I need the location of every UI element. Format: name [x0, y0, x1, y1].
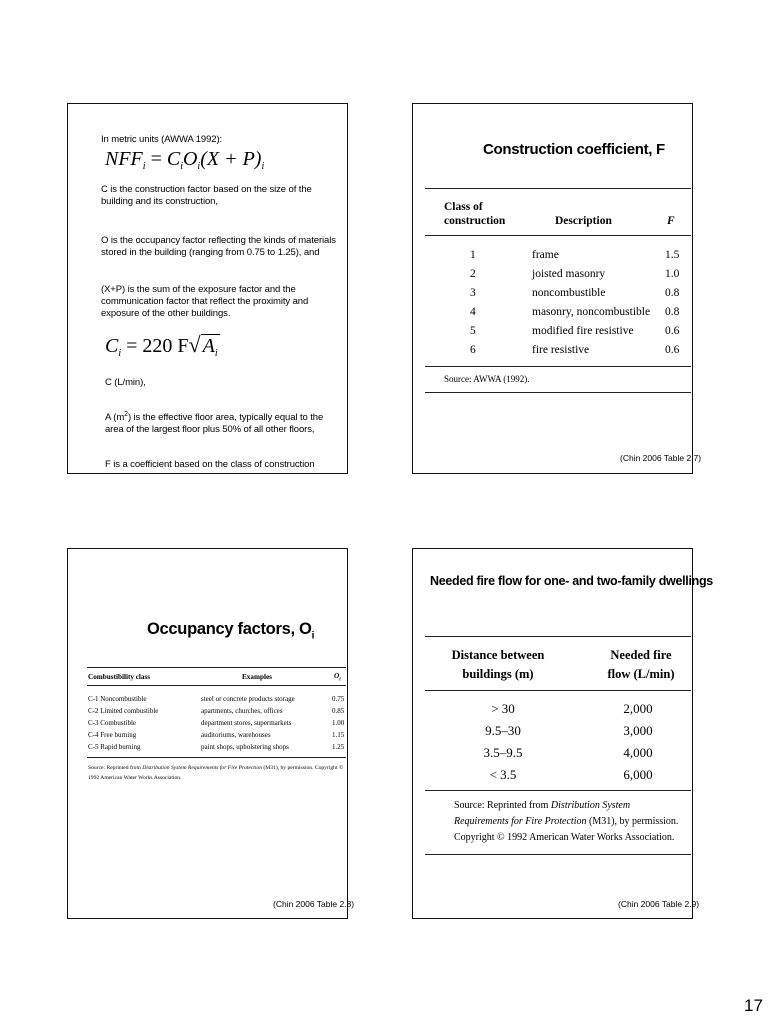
header-rule: [425, 690, 691, 691]
table-top-rule: [87, 667, 346, 668]
header-rule: [425, 235, 691, 236]
table-cell-class: C-5 Rapid burning: [88, 743, 141, 751]
table-cell-distance: < 3.5: [489, 767, 517, 782]
table-top-rule: [425, 636, 691, 637]
header-flow: Needed fire flow (L/min): [607, 648, 675, 681]
header-rule: [87, 685, 346, 686]
table-cell-description: noncombustible: [532, 287, 606, 299]
table-cell-f: 0.6: [665, 325, 680, 337]
ci-equation: $C_i = 220$ F√ $A_i$: [105, 332, 218, 359]
source-rule: [425, 392, 691, 393]
table-cell-flow: 2,000: [623, 701, 653, 716]
slide-fire-flow-formula: [67, 103, 348, 474]
table-cell-o: 0.75: [332, 695, 345, 703]
table-bottom-rule: [87, 757, 346, 758]
slide-title: Occupancy factors, $O_i$: [147, 620, 315, 642]
table-cell-description: joisted masonry: [532, 268, 606, 280]
slide-title: Construction coefficient, F: [483, 141, 665, 158]
header-class: Combustibility class: [88, 673, 151, 681]
slide-caption: (Chin 2006 Table 2.8): [273, 899, 355, 909]
table-bottom-rule: [425, 790, 691, 791]
table-source: Source: Reprinted from Distribution System Requirements for Fire Protection (M31), by permission. Copyright © 1992 American Water Works Association.: [454, 800, 679, 843]
slide-construction-coefficient: [412, 103, 702, 474]
page-number: 17: [744, 996, 763, 1015]
table-cell-distance: 3.5–9.5: [483, 745, 523, 760]
table-cell-o: 0.85: [332, 707, 345, 715]
table-cell-class: 6: [470, 344, 476, 356]
exposure-factor-text: (X+P) is the sum of the exposure factor and the communication factor that reflect the proximity and exposure of the other buildings.: [101, 284, 309, 319]
table-cell-class: 2: [470, 268, 476, 280]
table-cell-f: 1.0: [665, 268, 680, 280]
table-cell-class: 1: [470, 249, 476, 261]
table-cell-flow: 4,000: [623, 745, 653, 760]
occupancy-factor-text: O is the occupancy factor reflecting the kinds of materials stored in the building (ranging from 0.75 to 1.25), and: [101, 235, 336, 258]
table-cell-f: 0.8: [665, 287, 680, 299]
slide-caption: (Chin 2006 Table 2.7): [620, 453, 702, 463]
sqrt-radicand: $A_i$: [202, 335, 218, 359]
table-top-rule: [425, 188, 691, 189]
table-cell-distance: > 30: [491, 701, 515, 716]
table-cell-examples: department stores, supermarkets: [201, 719, 292, 727]
unit-text: C (L/min),: [105, 377, 146, 388]
table-cell-f: 1.5: [665, 249, 680, 261]
table-cell-o: 1.00: [332, 719, 345, 727]
slide-needed-fire-flow: [412, 548, 713, 919]
table-bottom-rule: [425, 366, 691, 367]
header-f: F: [667, 215, 675, 227]
sqrt-sign: √: [188, 332, 201, 357]
table-cell-class: 5: [470, 325, 476, 337]
table-cell-o: 1.15: [332, 731, 345, 739]
table-cell-class: C-4 Free burning: [88, 731, 137, 739]
header-description: Description: [555, 215, 612, 227]
table-cell-description: frame: [532, 249, 559, 261]
table-cell-distance: 9.5–30: [485, 723, 521, 738]
slide-caption: (Chin 2006 Table 2.9): [618, 899, 700, 909]
construction-factor-text: C is the construction factor based on the size of the building and its construction,: [101, 184, 312, 207]
area-text: A $(m^2)$ is the effective floor area, typically equal to the area of the largest floor plus 50% of all other floors,: [105, 411, 324, 436]
table-cell-examples: steel or concrete products storage: [201, 695, 295, 703]
table-cell-flow: 3,000: [623, 723, 653, 738]
table-cell-description: masonry, noncombustible: [532, 306, 651, 318]
table-cell-o: 1.25: [332, 743, 345, 751]
table-cell-description: modified fire resistive: [532, 325, 634, 337]
table-cell-examples: apartments, churches, offices: [201, 707, 283, 715]
table-cell-examples: auditoriums, warehouses: [201, 731, 271, 739]
table-cell-flow: 6,000: [623, 767, 653, 782]
header-examples: Examples: [242, 673, 272, 681]
table-cell-f: 0.8: [665, 306, 680, 318]
f-coefficient-text: F is a coefficient based on the class of construction: [105, 459, 315, 470]
source-rule: [425, 854, 691, 855]
table-cell-examples: paint shops, upholstering shops: [201, 743, 289, 751]
header-class: Class of construction: [444, 201, 506, 227]
table-cell-class: C-3 Combustible: [88, 719, 137, 727]
nff-equation: $NFF_i = C_iO_i(X + P)_i$: [105, 148, 265, 172]
table-cell-class: 3: [470, 287, 476, 299]
header-o: $O_i$: [334, 672, 341, 683]
table-cell-f: 0.6: [665, 344, 680, 356]
intro-text: In metric units (AWWA 1992):: [101, 134, 223, 145]
table-source: Source: AWWA (1992).: [444, 374, 530, 384]
table-cell-class: C-1 Noncombustible: [88, 695, 147, 703]
slide-occupancy-factors: [67, 548, 355, 919]
slide-title: Needed fire flow for one- and two-family dwellings: [430, 574, 713, 588]
table-cell-description: fire resistive: [532, 344, 590, 356]
header-distance: Distance between buildings (m): [451, 648, 545, 681]
table-cell-class: 4: [470, 306, 476, 318]
table-cell-class: C-2 Limited combustible: [88, 707, 159, 715]
table-source: Source: Reprinted from Distribution System Requirements for Fire Protection (M31), by permission. Copyright © 1992 American Water Works Association.: [88, 765, 344, 781]
